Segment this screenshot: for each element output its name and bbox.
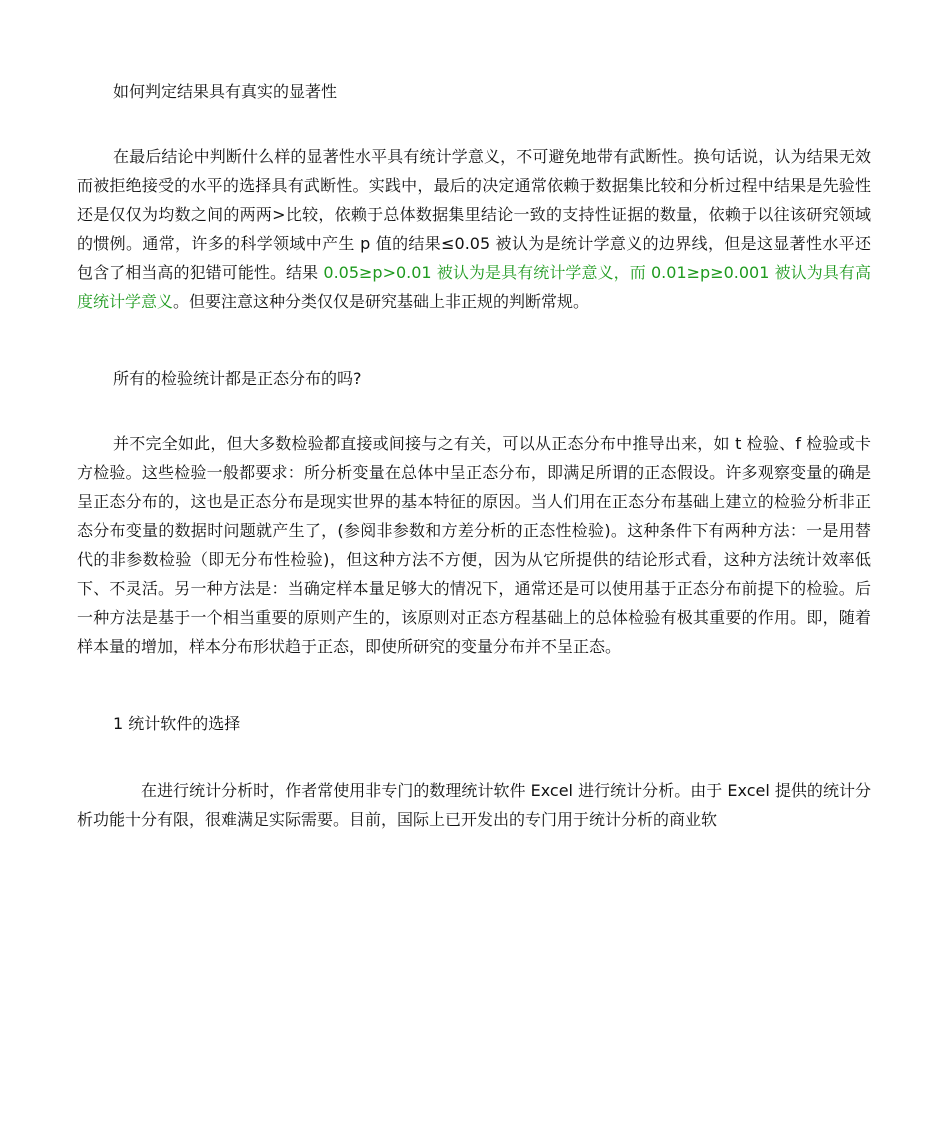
- paragraph-significance-text: 在最后结论中判断什么样的显著性水平具有统计学意义，不可避免地带有武断性。换句话说，认为结果无效而被拒绝接受的水平的选择具有武断性。实践中，最后的决定通常依赖于数据集比较和分析过程中结果是先验性还是仅仅为均数之间的两两>比较，依赖于总体数据集里结论一致的支持性证据的数量，依赖于以往该研究领域的惯例。通常，许多的科学领域中产生 p 值的结果≤0.05 被认为是统计学意义的边界线，但是这显著性水平还包含了相当高的犯错可能性。结果: [77, 147, 871, 282]
- section-heading-significance: 如何判定结果具有真实的显著性: [113, 82, 338, 101]
- paragraph-significance: [77, 142, 871, 316]
- paragraph-normal-distribution: 并不完全如此，但大多数检验都直接或间接与之有关，可以从正态分布中推导出来，如 t 检验、f 检验或卡方检验。这些检验一般都要求：所分析变量在总体中呈正态分布，即满足所谓的正态假设。许多观察变量的确是呈正态分布的，这也是正态分布是现实世界的基本特征的原因。当人们用在正态分布基础上建立的检验分析非正态分布变量的数据时问题就产生了，(参阅非参数和方差分析的正态性检验)。这种条件下有两种方法：一是用替代的非参数检验（即无分布性检验)，但这种方法不方便，因为从它所提供的结论形式看，这种方法统计效率低下、不灵活。另一种方法是：当确定样本量足够大的情况下，通常还是可以使用基于正态分布前提下的检验。后一种方法是基于一个相当重要的原则产生的，该原则对正态方程基础上的总体检验有极其重要的作用。即，随着样本量的增加，样本分布形状趋于正态，即使所研究的变量分布并不呈正态。: [77, 434, 871, 656]
- document-page: [77, 78, 871, 834]
- paragraph-significance-tail: 。但要注意这种分类仅仅是研究基础上非正规的判断常规。: [173, 292, 590, 311]
- section-heading-software-selection: 1 统计软件的选择: [113, 714, 241, 733]
- paragraph-software-selection: 在进行统计分析时，作者常使用非专门的数理统计软件 Excel 进行统计分析。由于 Excel 提供的统计分析功能十分有限，很难满足实际需要。目前，国际上已开发出的专门用于统计分析的商业软: [77, 781, 871, 829]
- highlighted-significance-levels: 0.05≥p>0.01 被认为是具有统计学意义，而 0.01≥p≥0.001 被认为具有高度统计学意义: [77, 263, 871, 311]
- section-heading-normal-distribution: 所有的检验统计都是正态分布的吗?: [113, 369, 362, 388]
